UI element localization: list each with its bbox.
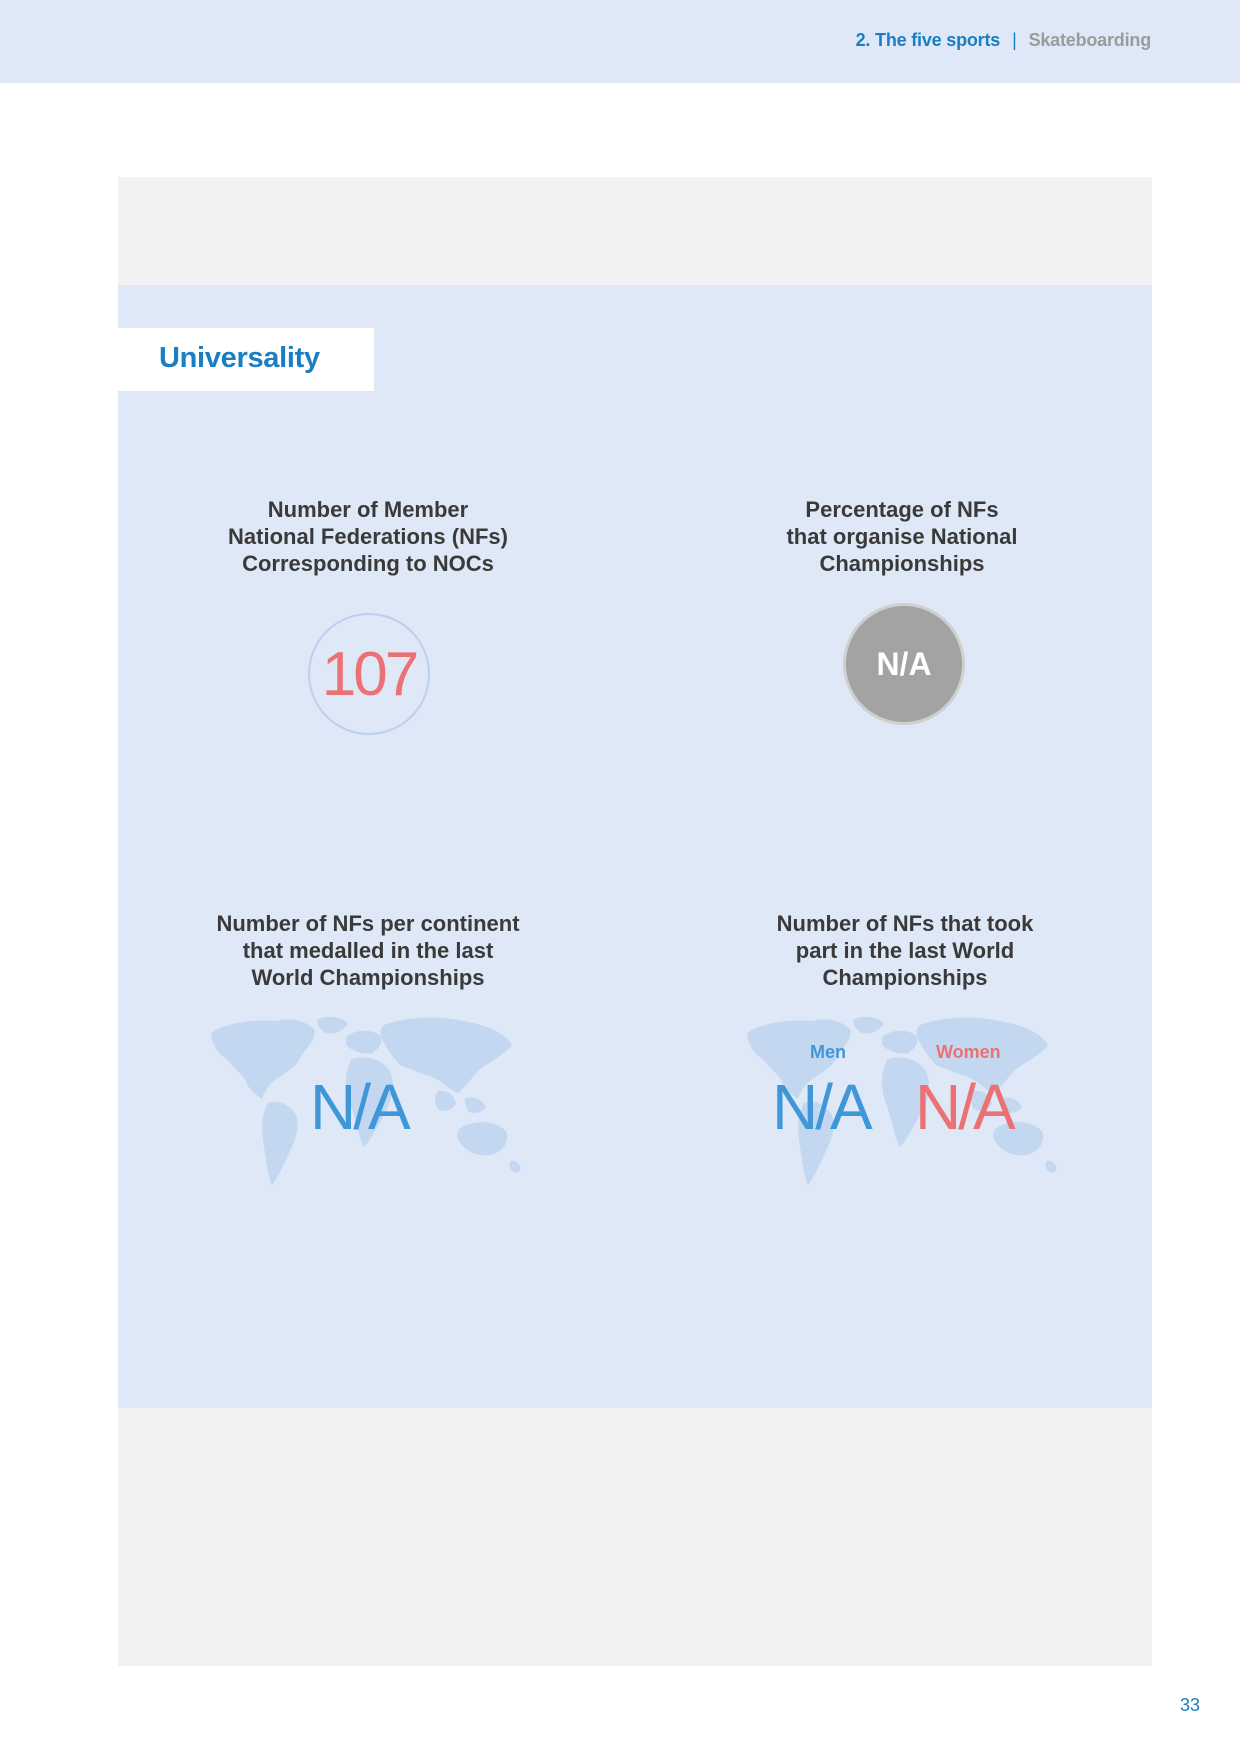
medalled-per-continent-title [168, 910, 568, 991]
took-part-title-line: Number of NFs that took [776, 911, 1034, 936]
bottom-grey-panel [118, 1408, 1152, 1666]
took-part-title-line: Championships [822, 965, 988, 990]
championship-percentage-title [702, 496, 1102, 577]
took-part-title [705, 910, 1105, 991]
championship-percentage-title-line: Championships [819, 551, 985, 576]
championship-percentage-title-line: that organise National [786, 524, 1018, 549]
women-label: Women [936, 1042, 1001, 1062]
member-nfs-title-line: Number of Member [267, 497, 469, 522]
medalled-title-line: that medalled in the last [242, 938, 494, 963]
universality-panel [118, 285, 1152, 1408]
medalled-title-line: World Championships [251, 965, 485, 990]
medalled-per-continent-value: N/A [310, 1071, 408, 1143]
took-part-title-line: part in the last World [795, 938, 1015, 963]
championship-percentage-value: N/A [876, 645, 932, 682]
breadcrumb-separator: | [1012, 30, 1017, 50]
breadcrumb-section: 2. The five sports [855, 30, 1001, 50]
women-value: N/A [915, 1071, 1013, 1143]
medalled-title-line: Number of NFs per continent [216, 911, 520, 936]
championship-percentage-title-line: Percentage of NFs [805, 497, 999, 522]
page-number: 33 [1179, 1695, 1200, 1715]
section-title: Universality [159, 342, 320, 374]
breadcrumb-topic: Skateboarding [1028, 30, 1151, 50]
top-grey-panel [118, 177, 1152, 285]
member-nfs-title-line: National Federations (NFs) [228, 524, 508, 549]
men-value: N/A [772, 1071, 870, 1143]
member-nfs-value: 107 [321, 639, 417, 709]
member-nfs-title-line: Corresponding to NOCs [242, 551, 494, 576]
breadcrumb [856, 30, 1151, 51]
section-tab [118, 328, 374, 391]
header-band [0, 0, 1240, 83]
men-label: Men [810, 1042, 846, 1062]
member-nfs-circle [308, 613, 430, 735]
championship-percentage-circle [843, 603, 965, 725]
member-nfs-title [168, 496, 568, 577]
